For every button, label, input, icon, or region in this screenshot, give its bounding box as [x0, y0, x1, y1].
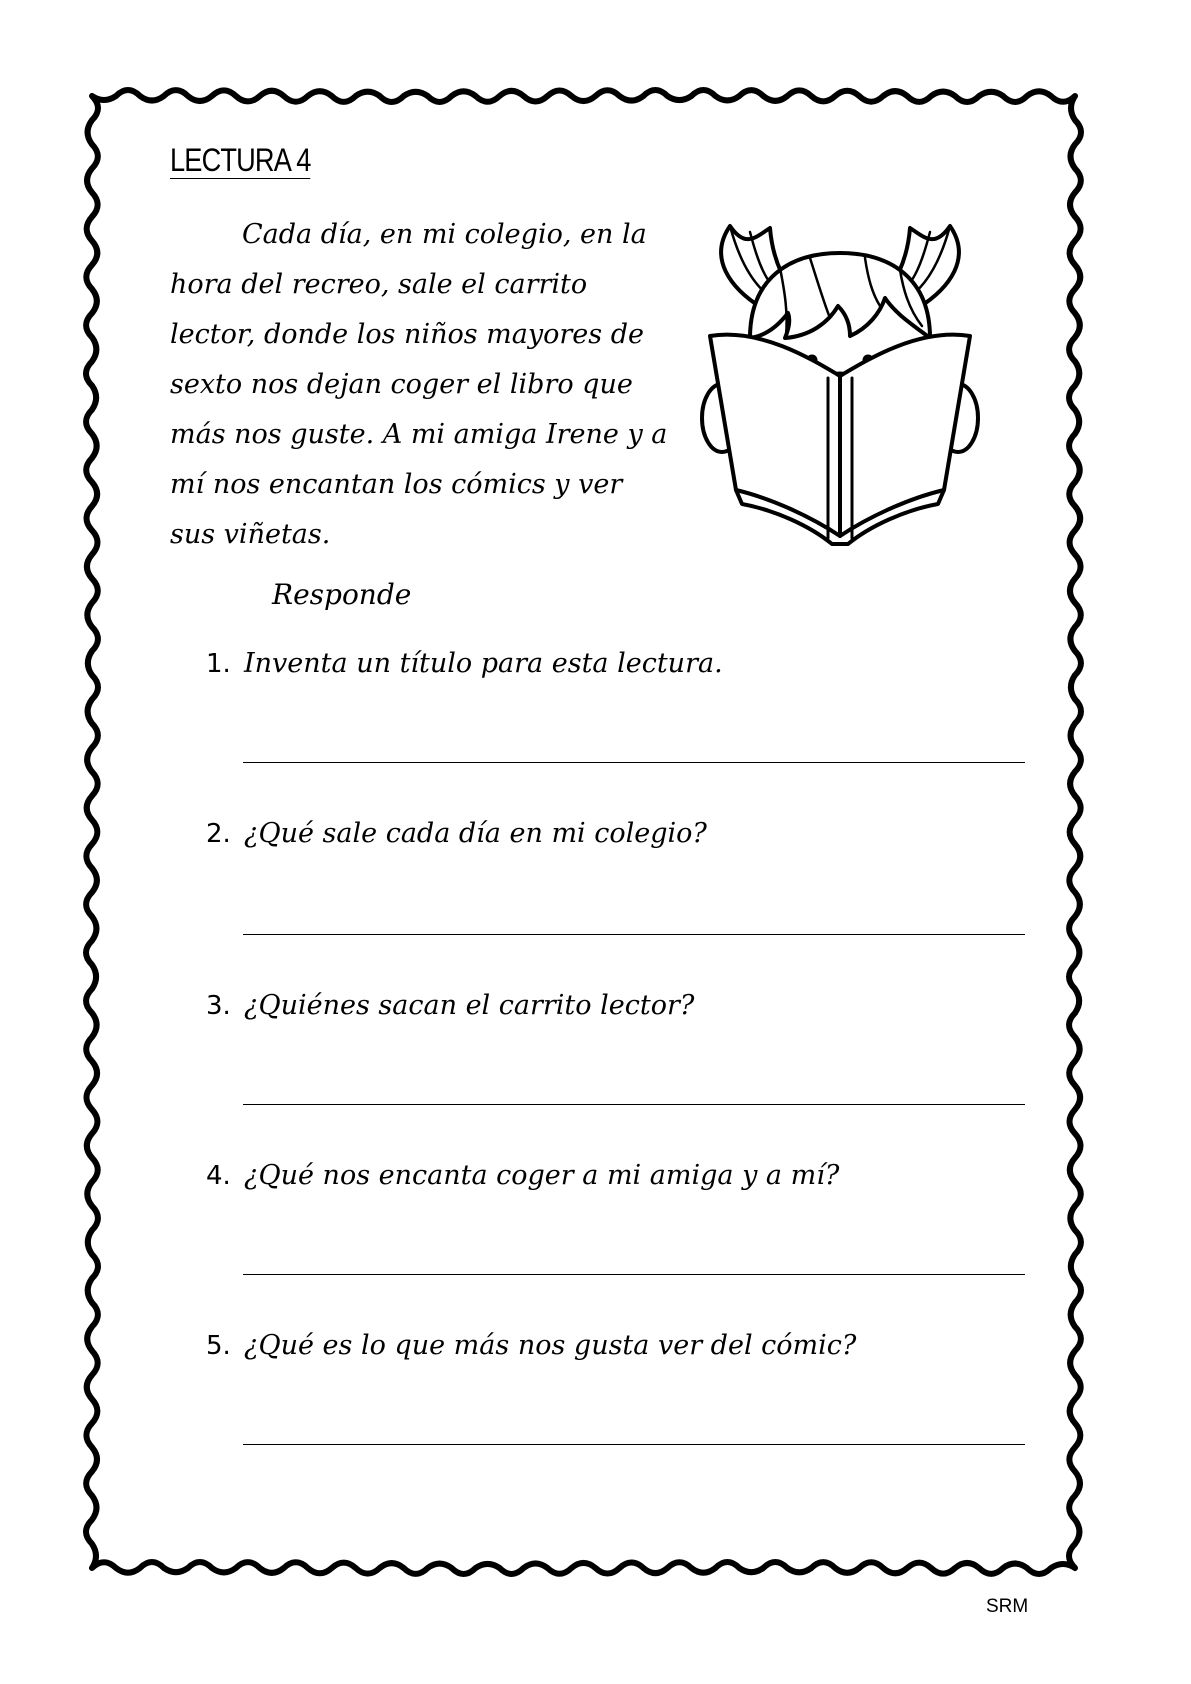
- question-number: 4.: [206, 1161, 231, 1191]
- question-text: Inventa un título para esta lectura.: [244, 648, 723, 679]
- answer-line-1[interactable]: [243, 762, 1025, 763]
- answer-line-2[interactable]: [243, 934, 1025, 935]
- question-item: [206, 648, 723, 679]
- question-text: ¿Qué es lo que más nos gusta ver del cómic?: [244, 1330, 857, 1361]
- question-text: ¿Qué nos encanta coger a mi amiga y a mí?: [244, 1160, 840, 1191]
- question-number: 1.: [206, 649, 231, 679]
- question-item: [206, 1160, 839, 1191]
- answer-line-4[interactable]: [243, 1274, 1025, 1275]
- question-text: ¿Qué sale cada día en mi colegio?: [244, 818, 707, 849]
- question-item: [206, 990, 694, 1021]
- author-initials: SRM: [986, 1596, 1029, 1617]
- answer-line-5[interactable]: [243, 1444, 1025, 1445]
- question-number: 2.: [206, 819, 231, 849]
- reading-passage: Cada día, en mi colegio, en la hora del recreo, sale el carrito lector, donde los niños mayores de sexto nos dejan coger el libro que más nos guste. A mi amiga Irene y a mí nos encantan los cómics y ver sus viñetas.: [170, 219, 668, 550]
- question-text: ¿Quiénes sacan el carrito lector?: [244, 990, 695, 1021]
- question-item: [206, 1330, 856, 1361]
- answer-line-3[interactable]: [243, 1104, 1025, 1105]
- instruction-label: Responde: [272, 578, 412, 611]
- girl-reading-book-icon: [700, 218, 980, 558]
- page-title: LECTURA 4: [170, 142, 311, 178]
- question-number: 3.: [206, 991, 231, 1021]
- question-number: 5.: [206, 1331, 231, 1361]
- question-item: [206, 818, 707, 849]
